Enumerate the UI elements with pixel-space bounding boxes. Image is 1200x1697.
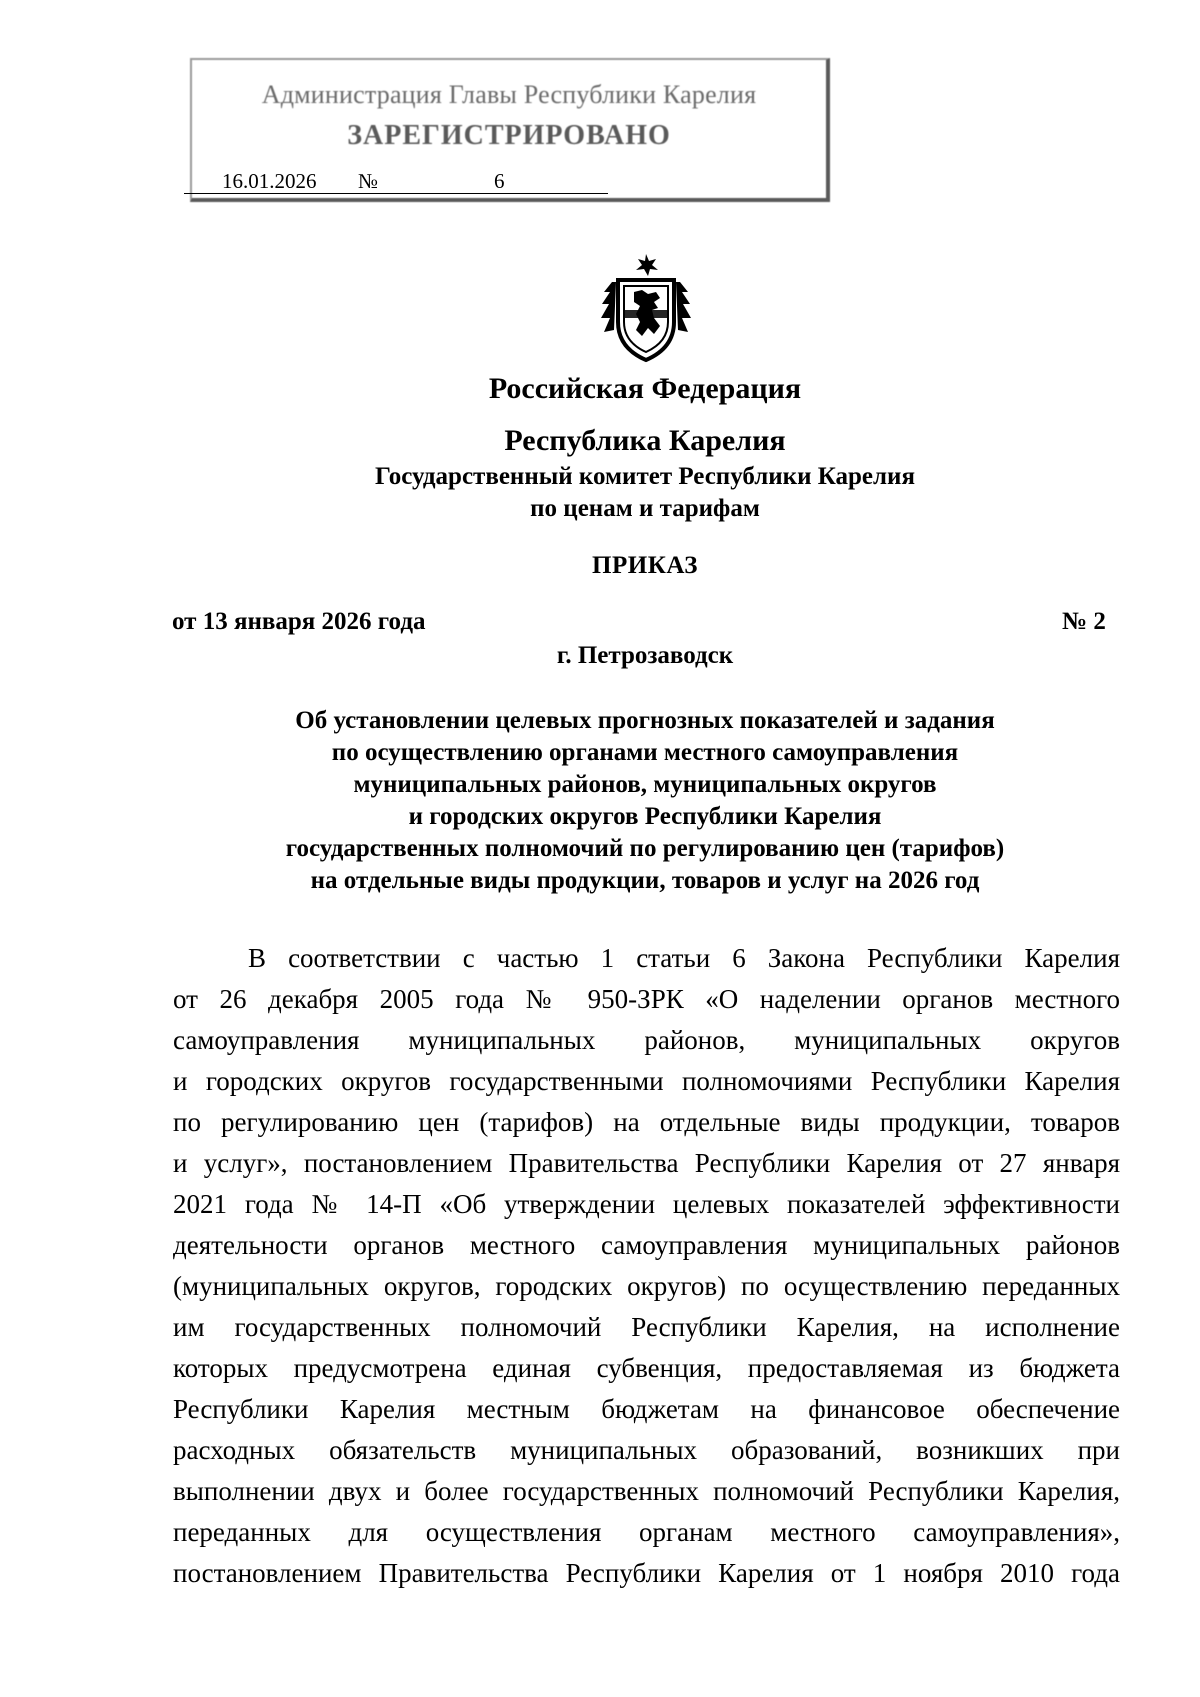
stamp-organization: Администрация Главы Республики Карелия	[261, 80, 757, 109]
body-line: и услуг», постановлением Правительства Республики Карелия от 27 января	[173, 1148, 1120, 1178]
body-line: (муниципальных округов, городских округов) по осуществлению переданных	[173, 1271, 1120, 1301]
title-line: государственных полномочий по регулированию цен (тарифов)	[285, 835, 1005, 862]
body-line: В соответствии с частью 1 статьи 6 Закона Республики Карелия	[248, 943, 1120, 973]
order-number: № 2	[1062, 608, 1106, 635]
body-line: и городских округов государственными полномочиями Республики Карелия	[173, 1066, 1120, 1096]
title-line: муниципальных районов, муниципальных округов	[353, 771, 937, 798]
body-line: по регулированию цен (тарифов) на отдельные виды продукции, товаров	[173, 1107, 1120, 1137]
title-line: на отдельные виды продукции, товаров и услуг на 2026 год	[310, 867, 980, 894]
republic-heading: Республика Карелия	[504, 424, 786, 457]
order-date: от 13 января 2026 года	[172, 608, 426, 635]
body-line: деятельности органов местного самоуправления муниципальных районов	[173, 1230, 1120, 1260]
body-line: переданных для осуществления органам местного самоуправления»,	[173, 1517, 1120, 1547]
stamp-date: 16.01.2026	[222, 169, 317, 193]
body-line: Республики Карелия местным бюджетам на финансовое обеспечение	[173, 1394, 1120, 1424]
committee-name-line-2: по ценам и тарифам	[530, 495, 760, 522]
stamp-number-sign: №	[358, 169, 379, 193]
body-line: от 26 декабря 2005 года № 950-ЗРК «О наделении органов местного	[173, 984, 1120, 1014]
country-heading: Российская Федерация	[488, 372, 802, 405]
body-line: расходных обязательств муниципальных образований, возникших при	[173, 1435, 1120, 1465]
body-line: 2021 года № 14-П «Об утверждении целевых показателей эффективности	[173, 1189, 1120, 1219]
stamp-status: ЗАРЕГИСТРИРОВАНО	[347, 120, 671, 151]
stamp-number: 6	[494, 169, 505, 193]
title-line: Об установлении целевых прогнозных показателей и задания	[295, 707, 995, 734]
body-line: самоуправления муниципальных районов, муниципальных округов	[173, 1025, 1120, 1055]
document-title	[0, 705, 1200, 897]
karelia-coat-of-arms-icon	[598, 252, 694, 364]
title-line: и городских округов Республики Карелия	[408, 803, 882, 830]
document-type: ПРИКАЗ	[592, 552, 698, 579]
document-body	[173, 938, 1120, 1594]
city: г. Петрозаводск	[556, 642, 734, 669]
body-line: им государственных полномочий Республики Карелия, на исполнение	[173, 1312, 1120, 1342]
body-line: постановлением Правительства Республики Карелия от 1 ноября 2010 года	[173, 1558, 1120, 1588]
committee-name-line-1: Государственный комитет Республики Карелия	[375, 463, 915, 490]
body-line: выполнении двух и более государственных полномочий Республики Карелия,	[173, 1476, 1120, 1506]
title-line: по осуществлению органами местного самоуправления	[331, 739, 959, 766]
body-line: которых предусмотрена единая субвенция, предоставляемая из бюджета	[173, 1353, 1120, 1383]
